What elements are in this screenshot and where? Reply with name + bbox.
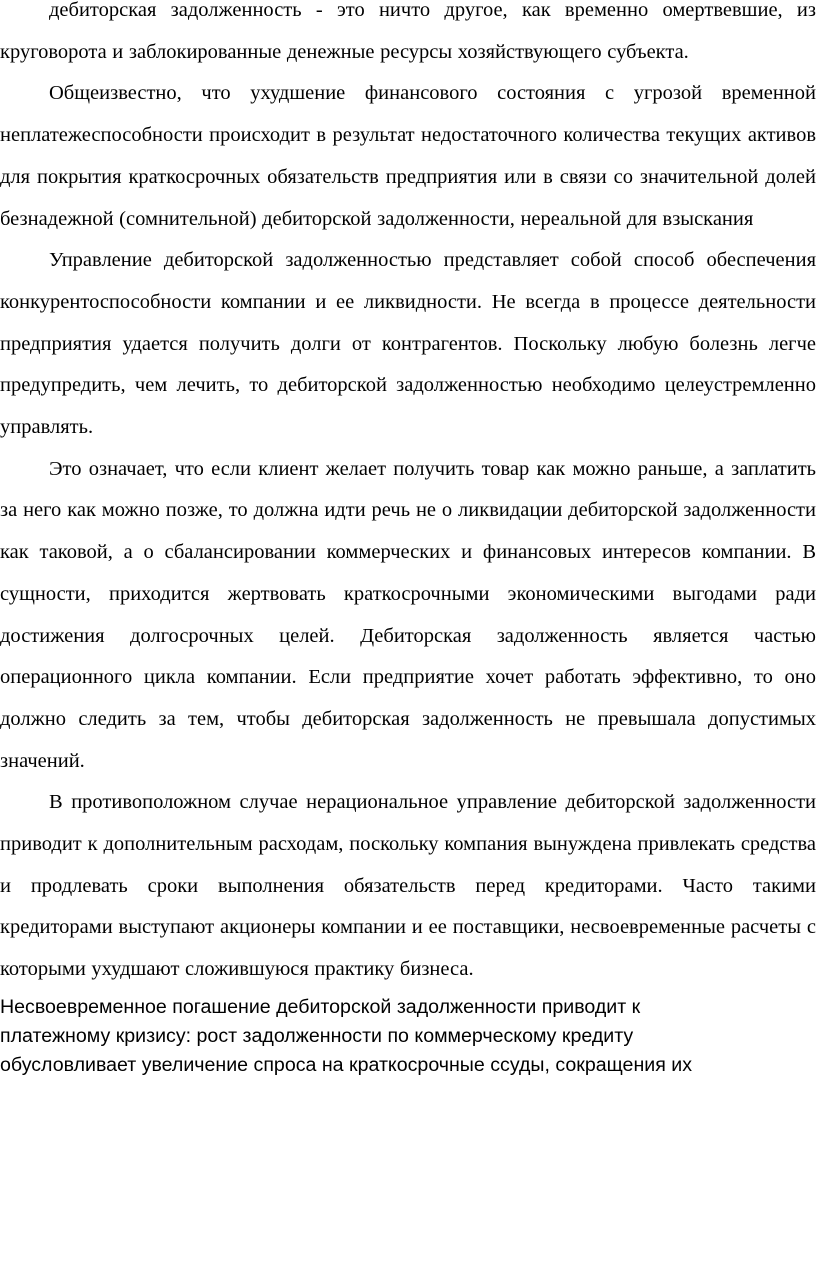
text-line: платежному кризису: рост задолженности по коммерческому кредиту	[0, 1024, 634, 1047]
paragraph-untimely-repayment	[0, 993, 816, 1080]
paragraph-receivables-management: Управление дебиторской задолженностью представляет собой способ обеспечения конкурентоспособности компании и ее ликвидности. Не всегда в процессе деятельности предприятия удается получить долги от контрагентов. Поскольку любую болезнь легче предупредить, чем лечить, то дебиторской задолженностью необходимо целеустремленно управлять.	[0, 249, 816, 439]
text-line: Несвоевременное погашение дебиторской задолженности приводит к	[0, 995, 641, 1018]
text-line: обусловливает увеличение спроса на краткосрочные ссуды, сокращения их	[0, 1053, 693, 1076]
paragraph-balancing-interests: Это означает, что если клиент желает получить товар как можно раньше, а заплатить за него как можно позже, то должна идти речь не о ликвидации дебиторской задолженности как таковой, а о сбалансировании коммерческих и финансовых интересов компании. В сущности, приходится жертвовать краткосрочными экономическими выгодами ради достижения долгосрочных целей. Дебиторская задолженность является частью операционного цикла компании. Если предприятие хочет работать эффективно, то оно должно следить за тем, чтобы дебиторская задолженность не превышала допустимых значений.	[0, 457, 816, 772]
paragraph-continued: дебиторская задолженность - это ничто другое, как временно омертвевшие, из круговорота и заблокированные денежные ресурсы хозяйствующего субъекта.	[0, 0, 816, 63]
paragraph-financial-condition: Общеизвестно, что ухудшение финансового состояния с угрозой временной неплатежеспособности происходит в результат недостаточного количества текущих активов для покрытия краткосрочных обязательств предприятия или в связи со значительной долей безнадежной (сомнительной) дебиторской задолженности, нереальной для взыскания	[0, 82, 816, 230]
paragraph-irrational-management: В противоположном случае нерациональное управление дебиторской задолженности приводит к дополнительным расходам, поскольку компания вынуждена привлекать средства и продлевать сроки выполнения обязательств перед кредиторами. Часто такими кредиторами выступают акционеры компании и ее поставщики, несвоевременные расчеты с которыми ухудшают сложившуюся практику бизнеса.	[0, 791, 816, 981]
